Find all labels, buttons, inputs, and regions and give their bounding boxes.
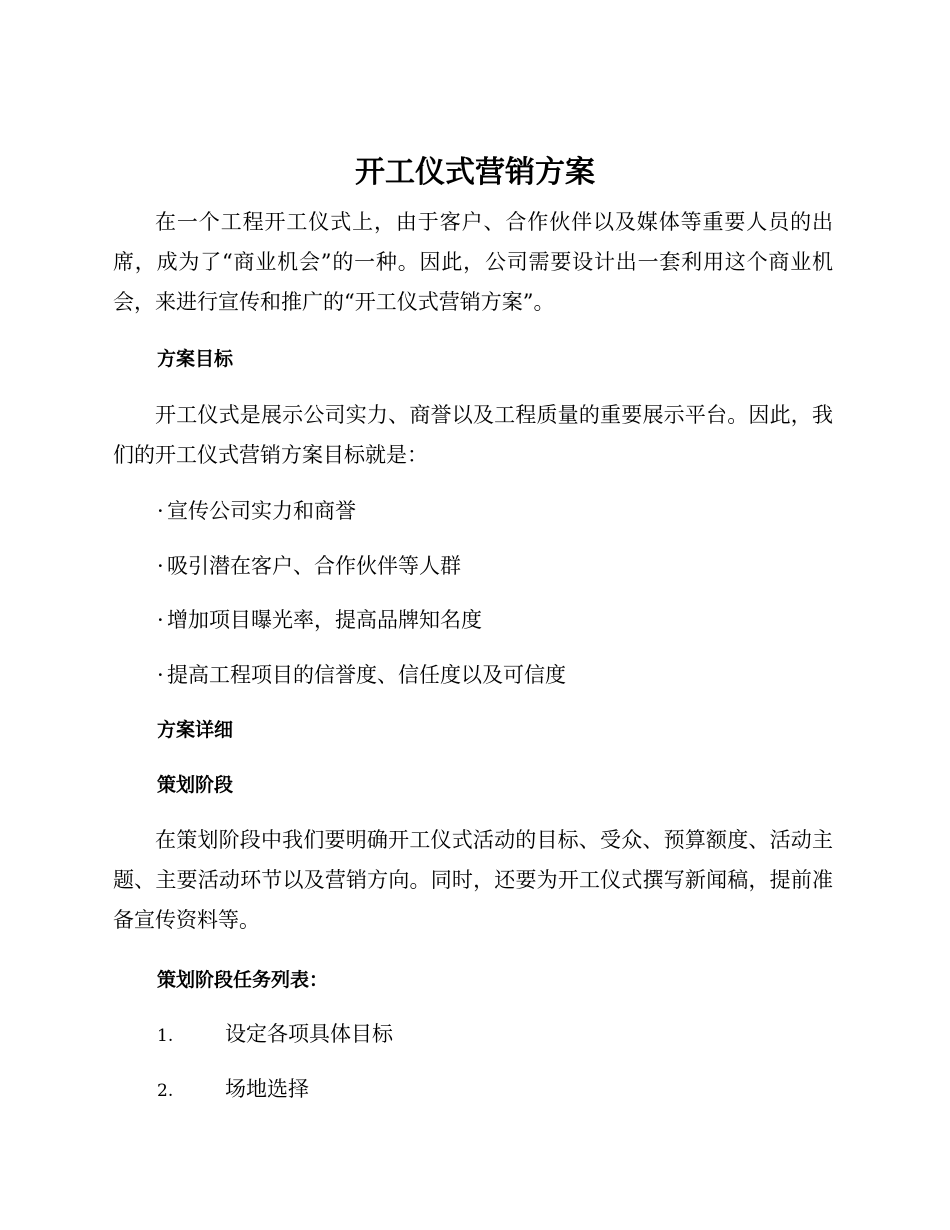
planning-paragraph: 在策划阶段中我们要明确开工仪式活动的目标、受众、预算额度、活动主题、主要活动环节以及营销方向。同时，还要为开工仪式撰写新闻稿，提前准备宣传资料等。 <box>113 828 833 932</box>
goal-bullet-text: 吸引潜在客户、合作伙伴等人群 <box>167 554 461 578</box>
task-number: 2. <box>157 1081 174 1101</box>
task-list-item <box>157 1074 309 1106</box>
goal-paragraph: 开工仪式是展示公司实力、商誉以及工程质量的重要展示平台。因此，我们的开工仪式营销方案目标就是： <box>113 403 833 467</box>
goal-heading: 方案目标 <box>157 348 234 370</box>
planning-heading: 策划阶段 <box>157 774 234 796</box>
goal-bullet-text: 宣传公司实力和商誉 <box>167 499 356 523</box>
task-text: 场地选择 <box>225 1077 309 1101</box>
bullet-dot-icon: · <box>157 663 164 687</box>
tasks-heading: 策划阶段任务列表： <box>157 969 329 991</box>
task-number: 1. <box>157 1026 174 1046</box>
bullet-dot-icon: · <box>157 554 164 578</box>
bullet-dot-icon: · <box>157 499 164 523</box>
goal-bullet-text: 提高工程项目的信誉度、信任度以及可信度 <box>167 663 566 687</box>
goal-bullet-item <box>157 660 566 690</box>
goal-bullet-item <box>157 605 482 635</box>
bullet-dot-icon: · <box>157 608 164 632</box>
detail-heading: 方案详细 <box>157 719 234 741</box>
document-title: 开工仪式营销方案 <box>355 155 595 190</box>
goal-bullet-item <box>157 551 461 581</box>
task-text: 设定各项具体目标 <box>225 1022 393 1046</box>
task-list-item <box>157 1019 393 1051</box>
goal-bullet-text: 增加项目曝光率，提高品牌知名度 <box>167 608 482 632</box>
goal-bullet-item <box>157 496 356 526</box>
intro-paragraph: 在一个工程开工仪式上，由于客户、合作伙伴以及媒体等重要人员的出席，成为了“商业机会”的一种。因此，公司需要设计出一套利用这个商业机会，来进行宣传和推广的“开工仪式营销方案”。 <box>113 210 833 314</box>
